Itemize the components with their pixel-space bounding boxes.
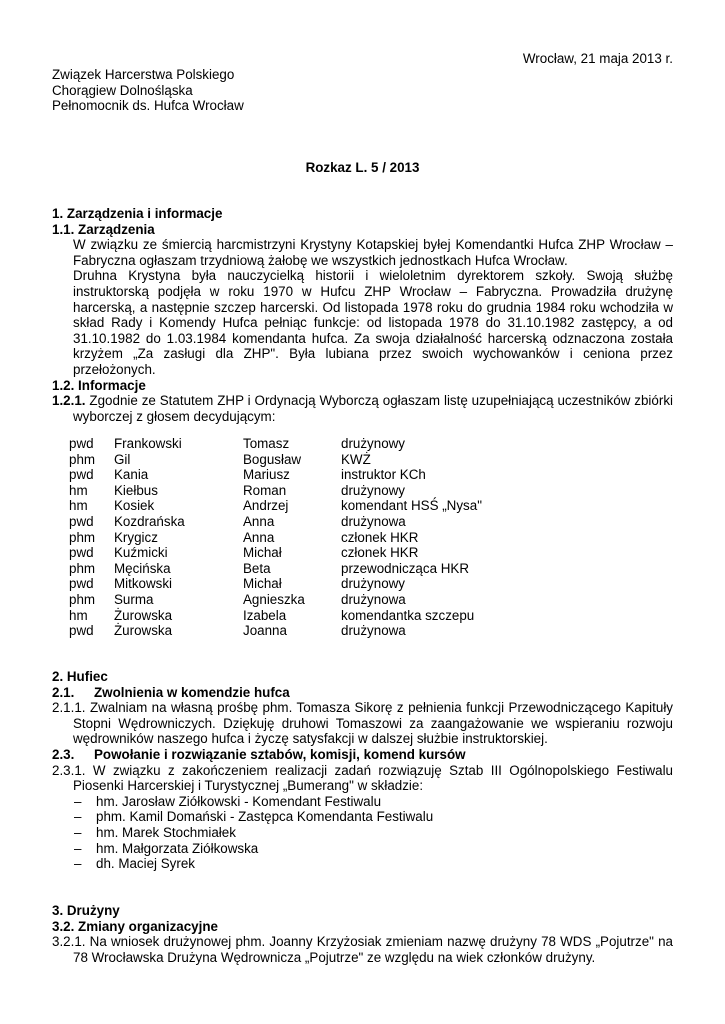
section-2-1-heading xyxy=(52,685,673,701)
member-role: instruktor KCh xyxy=(341,467,426,483)
member-name: Michał xyxy=(243,576,282,592)
section-1-1-heading: 1.1. Zarządzenia xyxy=(52,221,155,237)
table-row xyxy=(69,623,541,639)
staff-member: hm. Małgorzata Ziółkowska xyxy=(96,840,259,856)
member-role: KWŻ xyxy=(341,451,371,467)
dash-bullet: – xyxy=(74,809,82,825)
member-surname: Frankowski xyxy=(114,436,182,451)
member-name: Anna xyxy=(243,513,275,529)
member-role: komendantka szczepu xyxy=(341,607,475,623)
member-role: członek HKR xyxy=(341,529,419,545)
section-2-heading: 2. Hufiec xyxy=(52,669,108,684)
section-3-2-heading: 3.2. Zmiany organizacyjne xyxy=(52,918,218,934)
member-surname: Kozdrańska xyxy=(114,513,185,529)
dismissal-item: 2.1.1. Zwalniam na własną prośbę phm. Tomasza Sikorę z pełnienia funkcji Przewodniczącego Kapituły Stopni Wędrowniczych. Dziękuję druhowi Tomaszowi za zaangażowanie we wspieraniu rozwoju wędrowników naszego hufca i życzę satysfakcji w dalszej służbie instruktorskiej. xyxy=(52,700,673,747)
member-role: komendant HSŚ „Nysa" xyxy=(341,498,482,514)
member-name: Andrzej xyxy=(243,498,289,514)
member-surname: Żurowska xyxy=(114,607,173,623)
members-table xyxy=(69,436,541,639)
dash-bullet: – xyxy=(74,793,82,809)
member-name: Izabela xyxy=(243,607,287,623)
dash-bullet: – xyxy=(74,856,82,872)
member-role: drużynowy xyxy=(341,436,406,451)
member-rank: pwd xyxy=(69,436,94,451)
member-surname: Męcińska xyxy=(114,560,171,576)
member-surname: Surma xyxy=(114,591,154,607)
subsection-title: Powołanie i rozwiązanie sztabów, komisji, komend kursów xyxy=(94,746,466,762)
member-surname: Kiełbus xyxy=(114,482,158,498)
member-surname: Gil xyxy=(114,451,131,467)
member-rank: pwd xyxy=(69,467,94,483)
member-role: członek HKR xyxy=(341,545,419,561)
table-row xyxy=(69,576,541,592)
member-surname: Kuźmicki xyxy=(114,545,168,561)
member-rank: pwd xyxy=(69,513,94,529)
dash-bullet: – xyxy=(74,840,82,856)
section-3-heading: 3. Drużyny xyxy=(52,903,120,918)
org-line: Pełnomocnik ds. Hufca Wrocław xyxy=(52,98,244,114)
table-row xyxy=(69,530,541,546)
table-row xyxy=(69,561,541,577)
member-role: drużynowa xyxy=(341,513,406,529)
table-row xyxy=(69,608,541,624)
staff-member: phm. Kamil Domański - Zastępca Komendanta Festiwalu xyxy=(96,809,434,825)
subsection-title: Zwolnienia w komendzie hufca xyxy=(94,684,290,700)
dissolution-item: 2.3.1. W związku z zakończeniem realizacji zadań rozwiązuję Sztab III Ogólnopolskiego Festiwalu Piosenki Harcerskiej i Turystycznej „Bumerang" w składzie: xyxy=(52,762,673,794)
org-line: Związek Harcerstwa Polskiego xyxy=(52,67,235,82)
member-surname: Kania xyxy=(114,467,149,483)
section-3 xyxy=(52,903,673,965)
table-row xyxy=(69,514,541,530)
member-name: Agnieszka xyxy=(243,591,305,607)
table-row xyxy=(69,498,541,514)
biography-paragraph: Druhna Krystyna była nauczycielką historii i wieloletnim dyrektorem szkoły. Swoją służbę instruktorską podjęła w roku 1970 w Hufcu ZHP Wrocław – Fabryczna. Prowadziła drużynę harcerską, a następnie szczep harcerski. Od listopada 1978 roku do grudnia 1984 roku wchodziła w skład Rady i Komendy Hufca pełniąc funkcje: od listopada 1978 do 31.10.1982 zastępcy, a od 31.10.1982 do 1.03.1984 komendanta hufca. Za swoja działalność harcerską odznaczona została krzyżem „Za zasługi dla ZHP". Była lubiana przez swoich wychowanków i ceniona przez przełożonych. xyxy=(73,268,673,377)
document-title: Rozkaz L. 5 / 2013 xyxy=(305,160,420,175)
section-2 xyxy=(52,669,673,872)
member-name: Roman xyxy=(243,482,287,498)
member-rank: hm xyxy=(69,498,88,514)
subsection-number: 2.3. xyxy=(52,746,75,762)
member-surname: Kosiek xyxy=(114,498,155,514)
member-role: drużynowa xyxy=(341,623,406,639)
member-rank: phm xyxy=(69,529,96,545)
item-text: Zgodnie ze Statutem ZHP i Ordynacją Wyborczą ogłaszam listę uzupełniającą uczestników zbiórki wyborczej z głosem decydującym: xyxy=(73,393,673,424)
member-role: drużynowy xyxy=(341,576,406,592)
org-line: Chorągiew Dolnośląska xyxy=(52,82,193,98)
member-name: Joanna xyxy=(243,623,287,639)
member-role: drużynowy xyxy=(341,482,406,498)
dash-bullet: – xyxy=(74,824,82,840)
member-name: Tomasz xyxy=(243,436,290,451)
member-surname: Mitkowski xyxy=(114,576,173,592)
rename-item: 3.2.1. Na wniosek drużynowej phm. Joanny Krzyżosiak zmieniam nazwę drużyny 78 WDS „Pojutrze" na 78 Wrocławska Drużyna Wędrownicza „Pojutrze" ze względu na wiek członków drużyny. xyxy=(52,934,673,965)
member-surname: Żurowska xyxy=(114,623,173,639)
table-row xyxy=(69,592,541,608)
section-1-heading: 1. Zarządzenia i informacje xyxy=(52,206,223,221)
list-item xyxy=(52,825,673,841)
staff-member: hm. Jarosław Ziółkowski - Komendant Festiwalu xyxy=(96,793,382,809)
document-date: Wrocław, 21 maja 2013 r. xyxy=(522,51,673,66)
section-1-2-1 xyxy=(52,393,673,424)
staff-member: dh. Maciej Syrek xyxy=(96,856,195,872)
member-role: drużynowa xyxy=(341,591,406,607)
section-2-3-heading xyxy=(52,747,673,763)
member-rank: pwd xyxy=(69,576,94,592)
table-row xyxy=(69,452,541,468)
member-surname: Krygicz xyxy=(114,529,158,545)
list-item xyxy=(52,794,673,810)
member-rank: phm xyxy=(69,451,96,467)
organization-block xyxy=(52,67,244,114)
member-name: Beta xyxy=(243,560,271,576)
item-number: 1.2.1. xyxy=(52,393,86,409)
list-item xyxy=(52,841,673,857)
member-name: Mariusz xyxy=(243,467,290,483)
staff-member: hm. Marek Stochmiałek xyxy=(96,824,236,840)
subsection-number: 2.1. xyxy=(52,684,75,700)
section-1-2-heading: 1.2. Informacje xyxy=(52,377,146,393)
member-name: Michał xyxy=(243,545,282,561)
member-rank: phm xyxy=(69,591,96,607)
table-row xyxy=(69,467,541,483)
member-role: przewodnicząca HKR xyxy=(341,560,470,576)
member-name: Bogusław xyxy=(243,451,302,467)
list-item xyxy=(52,856,673,872)
member-rank: pwd xyxy=(69,545,94,561)
mourning-paragraph: W związku ze śmiercią harcmistrzyni Krystyny Kotapskiej byłej Komendantki Hufca ZHP Wrocław – Fabryczna ogłaszam trzydniową żałobę we wszystkich jednostkach Hufca Wrocław. xyxy=(73,237,673,268)
member-rank: pwd xyxy=(69,623,94,639)
table-row xyxy=(69,483,541,499)
member-rank: hm xyxy=(69,607,88,623)
member-rank: phm xyxy=(69,560,96,576)
section-1 xyxy=(52,206,673,424)
member-name: Anna xyxy=(243,529,275,545)
staff-list xyxy=(52,794,673,872)
table-row xyxy=(69,545,541,561)
table-row xyxy=(69,436,541,452)
member-rank: hm xyxy=(69,482,88,498)
list-item xyxy=(52,809,673,825)
